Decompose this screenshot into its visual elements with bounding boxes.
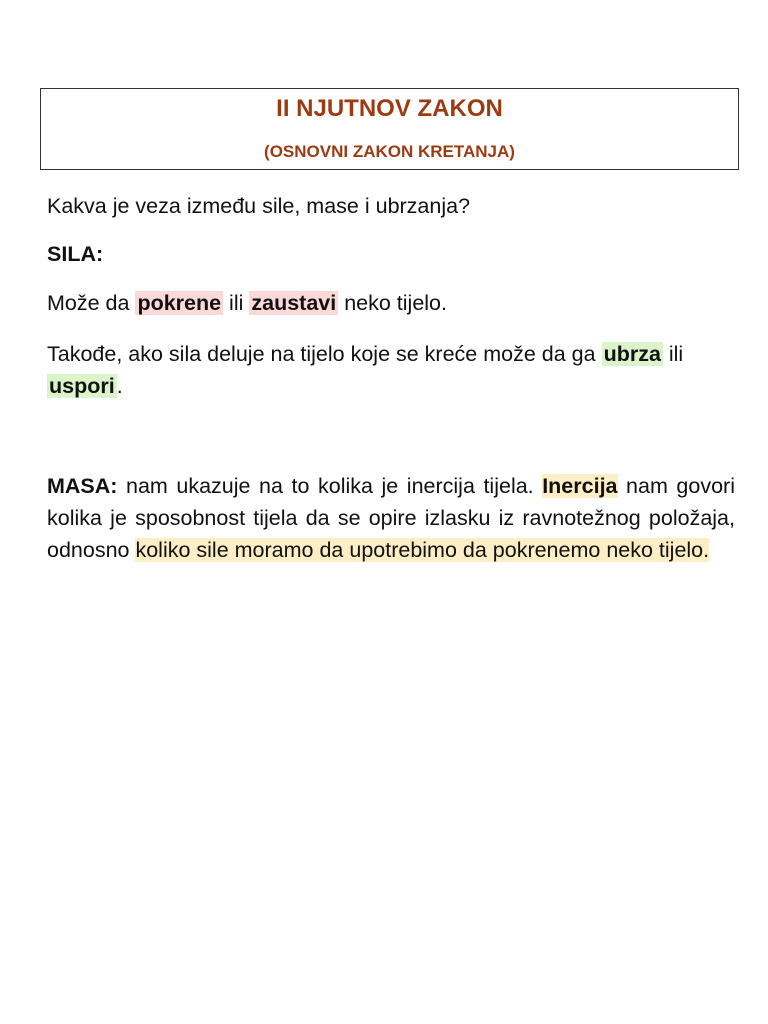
sila-paragraph-2: [47, 338, 735, 402]
masa-paragraph: [47, 470, 735, 566]
page-subtitle: (OSNOVNI ZAKON KRETANJA): [264, 142, 515, 161]
masa-text-1: nam ukazuje na to kolika je inercija tijela.: [117, 474, 543, 498]
highlight-zaustavi: zaustavi: [251, 291, 337, 315]
highlight-pokrene: pokrene: [137, 291, 222, 315]
sila-text-mid: ili: [223, 291, 250, 315]
masa-text-2: nam govori kolika je sposobnost tijela da se opire izlasku iz ravnotežnog položaja, odnosno: [47, 474, 735, 562]
highlight-ubrza: ubrza: [603, 342, 661, 366]
sila-heading: SILA:: [47, 242, 104, 266]
sila-text-post: neko tijelo.: [338, 291, 447, 315]
question-paragraph: Kakva je veza između sile, mase i ubrzanja?: [47, 194, 471, 218]
highlight-koliko-sile: koliko sile moramo da upotrebimo da pokrenemo neko tijelo.: [135, 538, 710, 562]
sila-text2-post: .: [116, 374, 123, 398]
page-title: II NJUTNOV ZAKON: [276, 95, 503, 122]
title-box: [40, 88, 739, 170]
masa-heading: MASA:: [47, 474, 118, 498]
sila-text2-mid: ili: [662, 342, 684, 366]
sila-text2-pre: Takođe, ako sila deluje na tijelo koje se kreće može da ga: [47, 342, 602, 366]
highlight-uspori: uspori: [49, 374, 115, 398]
sila-paragraph-1: [47, 287, 735, 319]
sila-text-pre: Može da: [47, 291, 136, 315]
highlight-inercija: Inercija: [542, 474, 618, 498]
